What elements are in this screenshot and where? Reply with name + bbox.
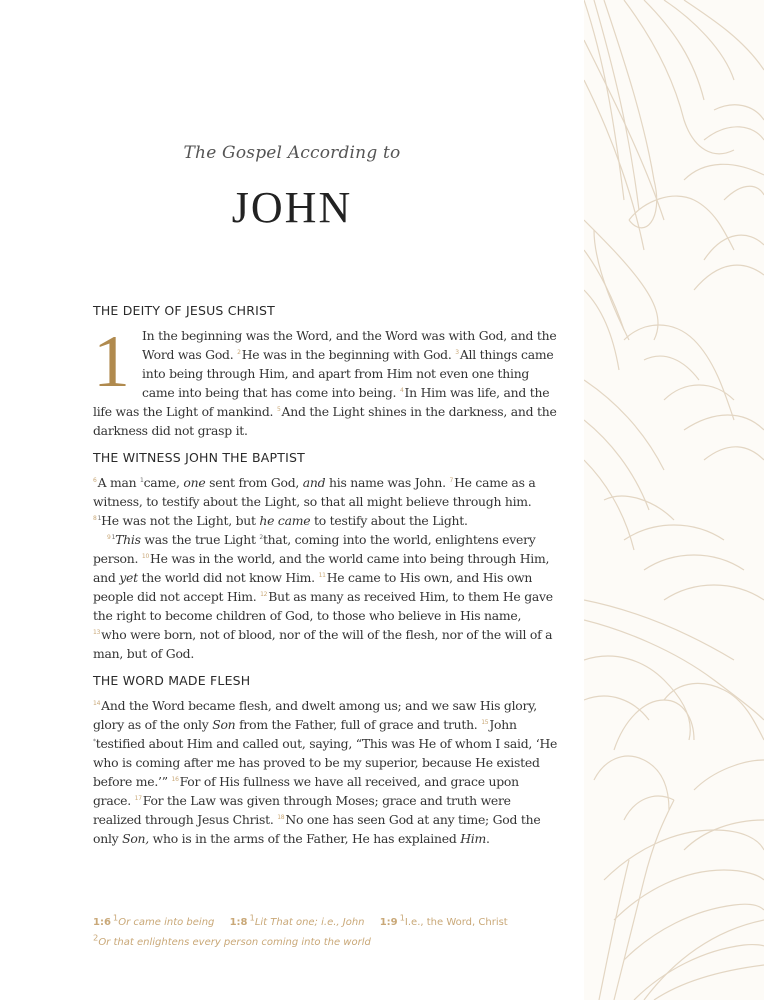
footnote: 1:8 $^1$Lit That one; i.e., John bbox=[229, 913, 365, 929]
scripture-body bbox=[93, 302, 558, 857]
footnote-marker: * bbox=[93, 737, 96, 745]
italic-text: Him bbox=[460, 831, 486, 846]
verse-number: 5 bbox=[276, 405, 281, 413]
italic-text: This bbox=[115, 532, 141, 547]
verse-number: 9 bbox=[107, 533, 111, 541]
section-deity bbox=[93, 302, 558, 440]
section-heading: THE WORD MADE FLESH bbox=[93, 673, 251, 688]
verse-number: 10 bbox=[141, 552, 150, 560]
verse-number: 8 bbox=[93, 514, 97, 522]
italic-text: yet bbox=[119, 570, 138, 585]
footnote: 1:6 $^1$Or came into being bbox=[93, 913, 215, 929]
paragraph: $^6$A man $^1$came, one sent from God, and his name was John. $^7$He came as a witness, to testify about the Light, so that all might believe through him. $^{81}$He was not the Light, but he came to testify about the Light. bbox=[93, 475, 536, 528]
book-subtitle: The Gospel According to bbox=[183, 143, 401, 163]
footnote-marker: 1 bbox=[111, 533, 116, 541]
verse-number: 14 bbox=[93, 699, 101, 707]
italic-text: and bbox=[302, 475, 326, 490]
verse-number: 11 bbox=[318, 571, 326, 579]
floral-line-art-icon bbox=[584, 0, 764, 1000]
footnote-marker: 1 bbox=[97, 514, 102, 522]
footnote: 1:9 $^1$I.e., the Word, Christ bbox=[379, 913, 508, 929]
footnotes bbox=[93, 911, 563, 950]
verse-number: 12 bbox=[260, 590, 268, 598]
section-heading: THE WITNESS JOHN THE BAPTIST bbox=[93, 450, 305, 465]
verse-number: 2 bbox=[237, 348, 241, 356]
footnote-marker: 1 bbox=[140, 476, 144, 484]
verse-number: 18 bbox=[277, 813, 285, 821]
floral-decoration-panel bbox=[584, 0, 764, 1000]
section-witness bbox=[93, 449, 558, 663]
verse-number: 4 bbox=[399, 386, 404, 394]
section-word-made-flesh bbox=[93, 672, 558, 848]
verse-number: 17 bbox=[134, 794, 142, 802]
footnote-line-1 bbox=[93, 911, 563, 930]
verse-number: 3 bbox=[455, 348, 459, 356]
chapter-number-dropcap: 1 bbox=[93, 321, 130, 403]
italic-text: Son bbox=[212, 717, 236, 732]
footnote-line-2 bbox=[93, 930, 563, 949]
verse-number: 6 bbox=[93, 476, 97, 484]
paragraph: In the beginning was the Word, and the Word was with God, and the Word was God. $^2$He was in the beginning with God. $^3$All things came into being through Him, and apart from Him not even one thing came into being that has come into being. $^4$In Him was life, and the life was the Light of mankind. $^5$And the Light shines in the darkness, and the darkness did not grasp it. bbox=[93, 328, 557, 438]
verse-number: 15 bbox=[481, 718, 489, 726]
footnote-marker: 2 bbox=[259, 533, 263, 541]
footnote: $^2$Or that enlightens every person coming into the world bbox=[93, 932, 371, 948]
section-heading: THE DEITY OF JESUS CHRIST bbox=[93, 303, 276, 318]
verse-number: 13 bbox=[93, 628, 101, 636]
italic-text: one bbox=[183, 475, 206, 490]
book-title: JOHN bbox=[231, 183, 353, 232]
verse-number: 7 bbox=[449, 476, 454, 484]
paragraph: $^{14}$And the Word became flesh, and dwelt among us; and we saw His glory, glory as of the only Son from the Father, full of grace and truth. $^{15}$John *testified about Him and called out, saying, “This was He of whom I said, ‘He who is coming after me has proved to be my superior, because He existed before me.’” $^{16}$For of His fullness we have all received, and grace upon grace. $^{17}$For the Law was given through Moses; grace and truth were realized through Jesus Christ. $^{18}$No one has seen God at any time; God the only Son, who is in the arms of the Father, He has explained Him. bbox=[93, 698, 558, 846]
verse-number: 16 bbox=[171, 775, 179, 783]
italic-text: Son, bbox=[122, 831, 149, 846]
paragraph: $^{91}$This was the true Light $^2$that, coming into the world, enlightens every person. $^{10}$He was in the world, and the world came into being through Him, and yet the world did not know Him. $^{11}$He came to His own, and His own people did not accept Him. $^{12}$But as many as received Him, to them He gave the right to become children of God, to those who believe in His name, $^{13}$who were born, not of blood, nor of the will of the flesh, nor of the will of a man, but of God. bbox=[93, 532, 553, 661]
italic-text: he came bbox=[259, 513, 311, 528]
